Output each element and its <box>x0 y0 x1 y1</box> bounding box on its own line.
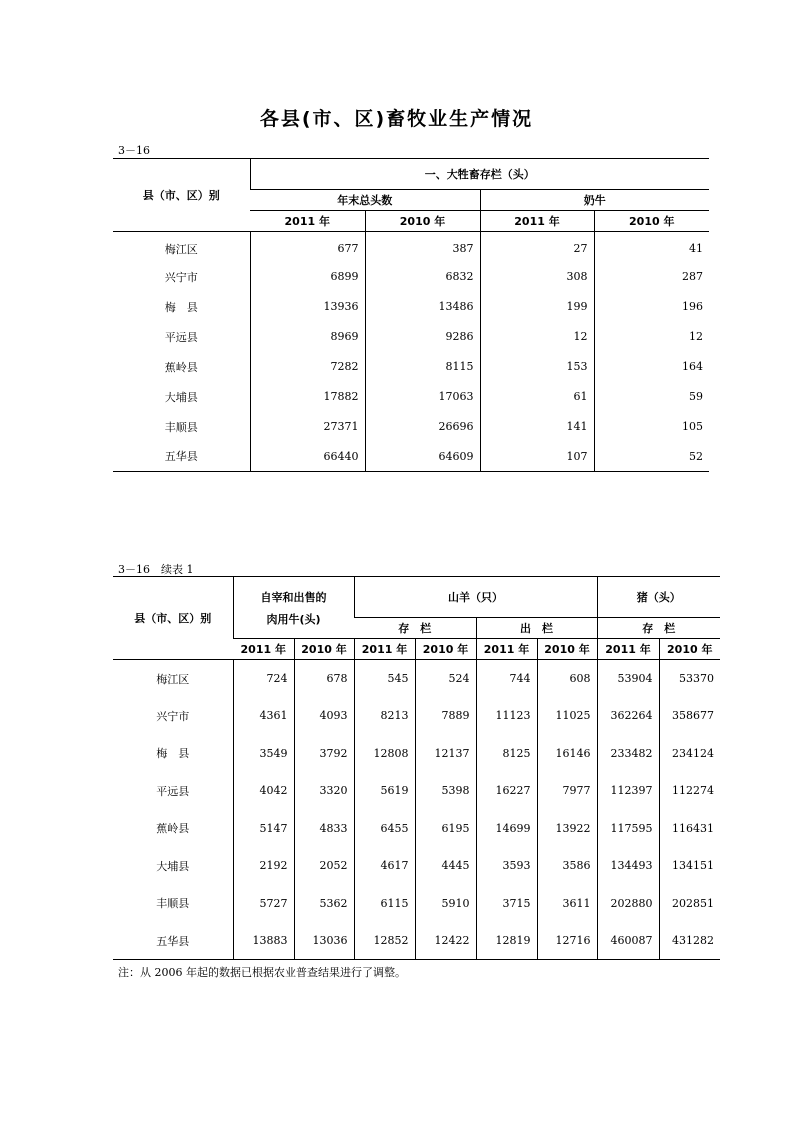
value-cell: 6115 <box>354 885 415 923</box>
value-cell: 12819 <box>476 922 537 960</box>
value-cell: 14699 <box>476 810 537 848</box>
region-name: 蕉岭县 <box>156 822 190 836</box>
table-row <box>113 697 720 735</box>
region-name: 平远县 <box>156 784 190 798</box>
value-cell: 41 <box>594 232 709 262</box>
value-cell: 4445 <box>415 847 476 885</box>
livestock-table <box>113 158 709 472</box>
value-cell: 59 <box>594 382 709 412</box>
value-cell: 17063 <box>365 382 480 412</box>
value-cell: 12852 <box>354 922 415 960</box>
value-cell: 5398 <box>415 772 476 810</box>
value-cell: 4042 <box>233 772 294 810</box>
value-cell: 677 <box>250 232 365 262</box>
value-cell: 12 <box>480 322 594 352</box>
region-name: 梅 县 <box>156 747 190 761</box>
value-cell: 545 <box>354 660 415 698</box>
row-header: 县（市、区）别 <box>113 577 233 660</box>
value-cell: 460087 <box>597 922 659 960</box>
value-cell: 64609 <box>365 442 480 472</box>
value-cell: 153 <box>480 352 594 382</box>
region-name: 丰顺县 <box>164 420 198 434</box>
value-cell: 13486 <box>365 292 480 322</box>
value-cell: 116431 <box>659 810 720 848</box>
value-cell: 202851 <box>659 885 720 923</box>
value-cell: 431282 <box>659 922 720 960</box>
value-cell: 112397 <box>597 772 659 810</box>
value-cell: 202880 <box>597 885 659 923</box>
region-name: 大埔县 <box>156 859 190 873</box>
region-name: 梅江区 <box>164 242 198 256</box>
value-cell: 5147 <box>233 810 294 848</box>
region-name: 大埔县 <box>164 390 198 404</box>
region-name: 蕉岭县 <box>164 360 198 374</box>
value-cell: 358677 <box>659 697 720 735</box>
value-cell: 387 <box>365 232 480 262</box>
year-header: 2010 年 <box>415 639 476 660</box>
value-cell: 52 <box>594 442 709 472</box>
value-cell: 13036 <box>294 922 354 960</box>
value-cell: 4093 <box>294 697 354 735</box>
value-cell: 27371 <box>250 412 365 442</box>
value-cell: 199 <box>480 292 594 322</box>
value-cell: 8125 <box>476 735 537 773</box>
value-cell: 164 <box>594 352 709 382</box>
value-cell: 8213 <box>354 697 415 735</box>
value-cell: 6832 <box>365 262 480 292</box>
value-cell: 12716 <box>537 922 597 960</box>
value-cell: 12 <box>594 322 709 352</box>
value-cell: 5362 <box>294 885 354 923</box>
value-cell: 196 <box>594 292 709 322</box>
year-header: 2011 年 <box>250 211 365 232</box>
region-name: 五华县 <box>164 450 198 464</box>
value-cell: 744 <box>476 660 537 698</box>
value-cell: 61 <box>480 382 594 412</box>
value-cell: 105 <box>594 412 709 442</box>
value-cell: 8969 <box>250 322 365 352</box>
year-header: 2010 年 <box>659 639 720 660</box>
table-row <box>113 660 720 698</box>
year-header: 2010 年 <box>294 639 354 660</box>
table-number: 3－16 <box>118 144 150 157</box>
value-cell: 233482 <box>597 735 659 773</box>
value-cell: 362264 <box>597 697 659 735</box>
value-cell: 234124 <box>659 735 720 773</box>
value-cell: 308 <box>480 262 594 292</box>
table-row <box>113 847 720 885</box>
value-cell: 16227 <box>476 772 537 810</box>
table-row <box>113 262 709 292</box>
value-cell: 524 <box>415 660 476 698</box>
table-row <box>113 885 720 923</box>
year-header: 2011 年 <box>354 639 415 660</box>
table-row <box>113 810 720 848</box>
value-cell: 9286 <box>365 322 480 352</box>
value-cell: 53904 <box>597 660 659 698</box>
beef-header <box>233 577 354 639</box>
table-row <box>113 382 709 412</box>
value-cell: 5727 <box>233 885 294 923</box>
table-row <box>113 412 709 442</box>
value-cell: 53370 <box>659 660 720 698</box>
value-cell: 724 <box>233 660 294 698</box>
value-cell: 112274 <box>659 772 720 810</box>
value-cell: 3320 <box>294 772 354 810</box>
table-row <box>113 292 709 322</box>
value-cell: 134151 <box>659 847 720 885</box>
goat-header: 山羊（只） <box>354 577 597 618</box>
value-cell: 27 <box>480 232 594 262</box>
value-cell: 678 <box>294 660 354 698</box>
beef-header-line1: 自宰和出售的 <box>260 590 327 604</box>
table-row <box>113 922 720 960</box>
value-cell: 4833 <box>294 810 354 848</box>
table-row <box>113 352 709 382</box>
year-header: 2011 年 <box>233 639 294 660</box>
pig-header: 猪（头） <box>597 577 720 618</box>
group-header: 一、大牲畜存栏（头） <box>250 159 709 190</box>
value-cell: 3593 <box>476 847 537 885</box>
value-cell: 3611 <box>537 885 597 923</box>
footnote: 注：从 2006 年起的数据已根据农业普查结果进行了调整。 <box>118 966 406 979</box>
value-cell: 7282 <box>250 352 365 382</box>
value-cell: 26696 <box>365 412 480 442</box>
table-row <box>113 735 720 773</box>
value-cell: 5619 <box>354 772 415 810</box>
page-title: 各县(市、区)畜牧业生产情况 <box>259 108 534 130</box>
table-number: 3－16 续表 1 <box>118 563 194 576</box>
beef-header-line2: 肉用牛(头) <box>266 612 321 626</box>
region-name: 兴宁市 <box>164 270 198 284</box>
value-cell: 3586 <box>537 847 597 885</box>
table-row <box>113 232 709 262</box>
value-cell: 11025 <box>537 697 597 735</box>
table-row <box>113 322 709 352</box>
value-cell: 287 <box>594 262 709 292</box>
value-cell: 17882 <box>250 382 365 412</box>
value-cell: 6899 <box>250 262 365 292</box>
livestock-table-continued <box>113 576 720 960</box>
value-cell: 11123 <box>476 697 537 735</box>
value-cell: 13883 <box>233 922 294 960</box>
region-name: 五华县 <box>156 934 190 948</box>
table-row <box>113 442 709 472</box>
value-cell: 7977 <box>537 772 597 810</box>
year-header: 2011 年 <box>480 211 594 232</box>
value-cell: 6455 <box>354 810 415 848</box>
year-header: 2010 年 <box>594 211 709 232</box>
value-cell: 4617 <box>354 847 415 885</box>
region-name: 兴宁市 <box>156 709 190 723</box>
goat-stock-header: 存 栏 <box>354 618 476 639</box>
value-cell: 13922 <box>537 810 597 848</box>
year-header: 2011 年 <box>597 639 659 660</box>
value-cell: 7889 <box>415 697 476 735</box>
value-cell: 2192 <box>233 847 294 885</box>
value-cell: 107 <box>480 442 594 472</box>
value-cell: 3549 <box>233 735 294 773</box>
goat-slaughter-header: 出 栏 <box>476 618 597 639</box>
sub-header-dairy: 奶牛 <box>480 190 709 211</box>
value-cell: 12422 <box>415 922 476 960</box>
value-cell: 3792 <box>294 735 354 773</box>
value-cell: 4361 <box>233 697 294 735</box>
value-cell: 2052 <box>294 847 354 885</box>
table-row <box>113 772 720 810</box>
value-cell: 141 <box>480 412 594 442</box>
value-cell: 134493 <box>597 847 659 885</box>
region-name: 梅 县 <box>164 300 198 314</box>
value-cell: 66440 <box>250 442 365 472</box>
value-cell: 16146 <box>537 735 597 773</box>
value-cell: 8115 <box>365 352 480 382</box>
region-name: 丰顺县 <box>156 897 190 911</box>
year-header: 2010 年 <box>365 211 480 232</box>
value-cell: 13936 <box>250 292 365 322</box>
value-cell: 3715 <box>476 885 537 923</box>
row-header: 县（市、区）别 <box>113 159 250 232</box>
value-cell: 6195 <box>415 810 476 848</box>
value-cell: 608 <box>537 660 597 698</box>
pig-stock-header: 存 栏 <box>597 618 720 639</box>
year-header: 2010 年 <box>537 639 597 660</box>
value-cell: 12808 <box>354 735 415 773</box>
region-name: 平远县 <box>164 330 198 344</box>
value-cell: 5910 <box>415 885 476 923</box>
value-cell: 117595 <box>597 810 659 848</box>
year-header: 2011 年 <box>476 639 537 660</box>
region-name: 梅江区 <box>156 672 190 686</box>
sub-header-total: 年末总头数 <box>250 190 480 211</box>
value-cell: 12137 <box>415 735 476 773</box>
